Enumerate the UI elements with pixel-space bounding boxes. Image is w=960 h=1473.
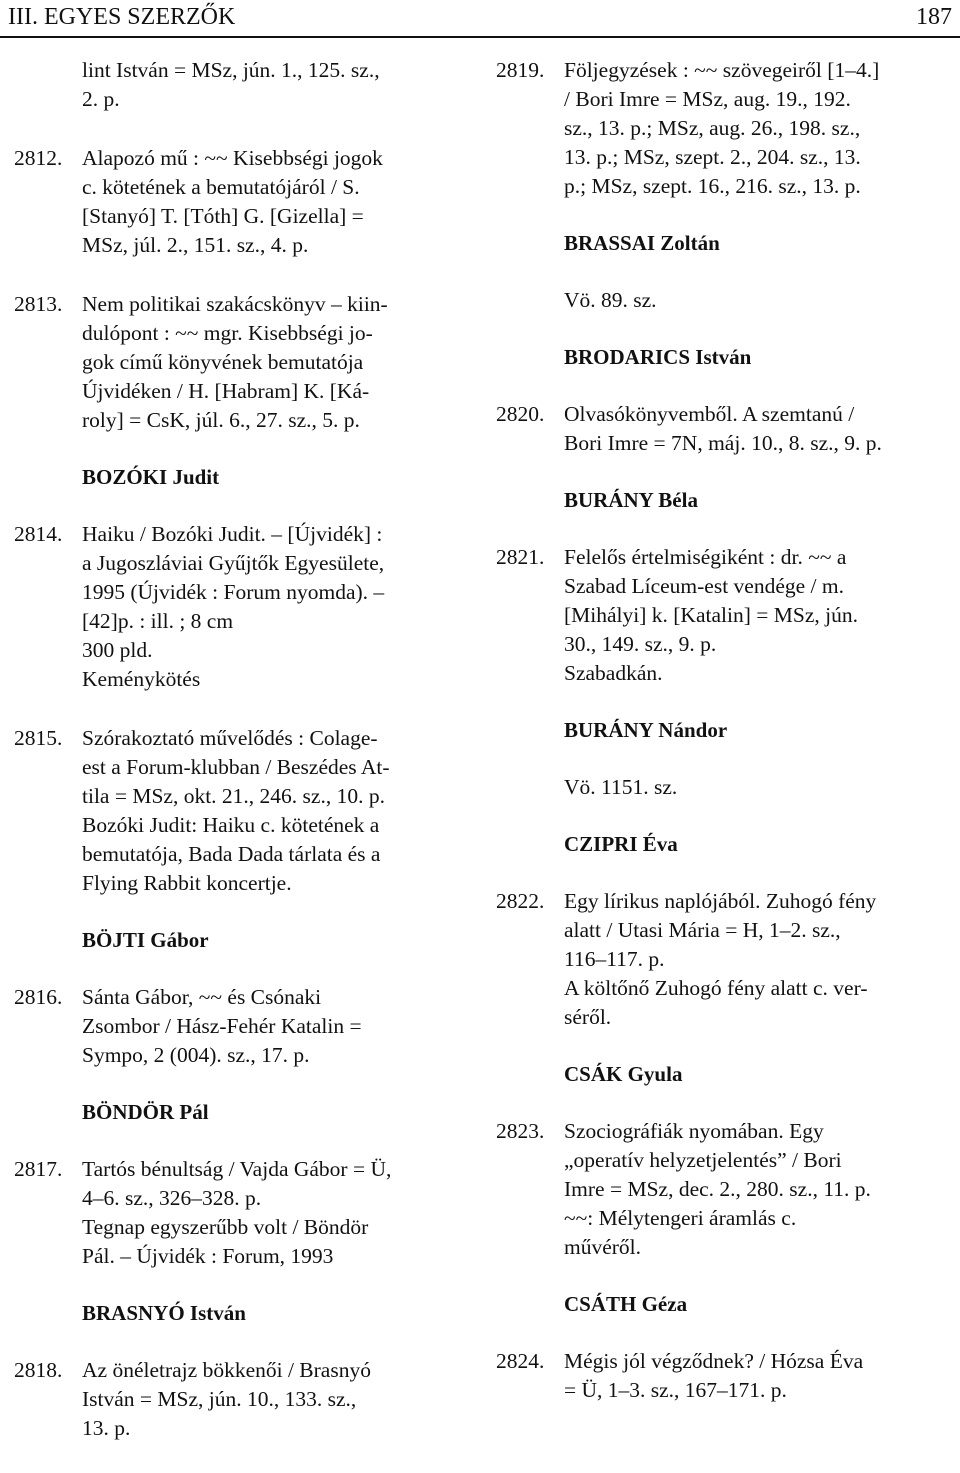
entry-line: „operatív helyzetjelentés” / Bori	[564, 1148, 842, 1172]
author-heading: BÖNDÖR Pál	[82, 1100, 209, 1124]
author-heading: CZIPRI Éva	[564, 832, 678, 856]
author-heading: CSÁTH Géza	[564, 1292, 688, 1316]
cross-reference: Vö. 89. sz.	[564, 288, 657, 312]
entry-line: a Jugoszláviai Gyűjtők Egyesülete,	[82, 551, 385, 575]
entry-2824	[496, 1347, 956, 1405]
author-heading: BOZÓKI Judit	[82, 465, 220, 489]
entry-line: Újvidéken / H. [Habram] K. [Ká-	[82, 379, 370, 403]
entry-line: Tartós bénultság / Vajda Gábor = Ü,	[82, 1157, 392, 1181]
entry-line: MSz, júl. 2., 151. sz., 4. p.	[82, 233, 309, 257]
header-rule	[0, 36, 960, 38]
entry-line: Mégis jól végződnek? / Hózsa Éva	[564, 1349, 864, 1373]
entry-line: Sympo, 2 (004). sz., 17. p.	[82, 1043, 310, 1067]
entry-line: 116–117. p.	[564, 947, 665, 971]
entry-line: tila = MSz, okt. 21., 246. sz., 10. p.	[82, 784, 385, 808]
entry-2811-continued	[14, 56, 464, 114]
entry-line: Nem politikai szakácskönyv – kiin-	[82, 292, 388, 316]
entry-line: 300 pld.	[82, 638, 153, 662]
entry-line: dulópont : ~~ mgr. Kisebbségi jo-	[82, 321, 373, 345]
entry-number: 2821.	[496, 545, 545, 569]
entry-line: Sánta Gábor, ~~ és Csónaki	[82, 985, 322, 1009]
entry-number: 2816.	[14, 985, 63, 1009]
entry-2821	[496, 543, 956, 688]
entry-line: 30., 149. sz., 9. p.	[564, 632, 717, 656]
entry-line: 2. p.	[82, 87, 120, 111]
cross-reference: Vö. 1151. sz.	[564, 775, 678, 799]
entry-note: Szabadkán.	[564, 661, 663, 685]
entry-line: c. kötetének a bemutatójáról / S.	[82, 175, 360, 199]
entry-number: 2818.	[14, 1358, 63, 1382]
entry-line: est a Forum-klubban / Beszédes At-	[82, 755, 390, 779]
entry-number: 2812.	[14, 146, 63, 170]
entry-line: 13. p.	[82, 1416, 131, 1440]
entry-line: Zsombor / Hász-Fehér Katalin =	[82, 1014, 362, 1038]
entry-line: István = MSz, jún. 10., 133. sz.,	[82, 1387, 357, 1411]
entry-line: [Stanyó] T. [Tóth] G. [Gizella] =	[82, 204, 364, 228]
author-heading: BÖJTI Gábor	[82, 928, 209, 952]
entry-number: 2813.	[14, 292, 63, 316]
entry-line: [42]p. : ill. ; 8 cm	[82, 609, 234, 633]
entry-line: Haiku / Bozóki Judit. – [Újvidék] :	[82, 522, 383, 546]
entry-line: alatt / Utasi Mária = H, 1–2. sz.,	[564, 918, 841, 942]
entry-number: 2819.	[496, 58, 545, 82]
entry-line: Szabad Líceum-est vendége / m.	[564, 574, 844, 598]
entry-2816	[14, 983, 464, 1070]
entry-2822	[496, 887, 956, 1032]
entry-line: / Bori Imre = MSz, aug. 19., 192.	[564, 87, 851, 111]
entry-note: Bozóki Judit: Haiku c. kötetének a	[82, 813, 380, 837]
entry-2815	[14, 724, 464, 898]
entry-line: Imre = MSz, dec. 2., 280. sz., 11. p.	[564, 1177, 871, 1201]
entry-note: Keménykötés	[82, 667, 201, 691]
entry-number: 2824.	[496, 1349, 545, 1373]
entry-line: lint István = MSz, jún. 1., 125. sz.,	[82, 58, 380, 82]
entry-note: Flying Rabbit koncertje.	[82, 871, 292, 895]
entry-line: p.; MSz, szept. 16., 216. sz., 13. p.	[564, 174, 861, 198]
running-header	[0, 0, 960, 40]
author-heading: BRODARICS István	[564, 345, 752, 369]
entry-2812	[14, 144, 464, 260]
entry-number: 2814.	[14, 522, 63, 546]
page-number: 187	[916, 4, 952, 30]
entry-line: roly] = CsK, júl. 6., 27. sz., 5. p.	[82, 408, 360, 432]
entry-note: A költőnő Zuhogó fény alatt c. ver-	[564, 976, 868, 1000]
running-title: III. EGYES SZERZŐK	[8, 4, 236, 30]
entry-note: művéről.	[564, 1235, 642, 1259]
entry-line: [Mihályi] k. [Katalin] = MSz, jún.	[564, 603, 858, 627]
entry-2814	[14, 520, 464, 694]
entry-line: Bori Imre = 7N, máj. 10., 8. sz., 9. p.	[564, 431, 882, 455]
entry-note: ~~: Mélytengeri áramlás c.	[564, 1206, 797, 1230]
entry-number: 2815.	[14, 726, 63, 750]
author-heading: BRASSAI Zoltán	[564, 231, 720, 255]
entry-note: bemutatója, Bada Dada tárlata és a	[82, 842, 381, 866]
entry-line: Az önéletrajz bökkenői / Brasnyó	[82, 1358, 371, 1382]
entry-note: séről.	[564, 1005, 612, 1029]
author-heading: BURÁNY Nándor	[564, 718, 728, 742]
entry-2819	[496, 56, 956, 201]
entry-line: = Ü, 1–3. sz., 167–171. p.	[564, 1378, 787, 1402]
author-heading: BURÁNY Béla	[564, 488, 698, 512]
entry-line: Alapozó mű : ~~ Kisebbségi jogok	[82, 146, 383, 170]
left-column	[14, 56, 464, 1473]
entry-number: 2823.	[496, 1119, 545, 1143]
entry-note: Pál. – Újvidék : Forum, 1993	[82, 1244, 334, 1268]
entry-line: gok című könyvének bemutatója	[82, 350, 364, 374]
entry-2818	[14, 1356, 464, 1443]
entry-2823	[496, 1117, 956, 1262]
entry-line: Szórakoztató művelődés : Colage-	[82, 726, 378, 750]
entry-2817	[14, 1155, 464, 1271]
entry-line: Följegyzések : ~~ szövegeiről [1–4.]	[564, 58, 880, 82]
entry-number: 2820.	[496, 402, 545, 426]
entry-line: Felelős értelmiségiként : dr. ~~ a	[564, 545, 847, 569]
entry-number: 2817.	[14, 1157, 63, 1181]
right-column	[496, 56, 956, 1435]
entry-line: Szociográfiák nyomában. Egy	[564, 1119, 824, 1143]
entry-number: 2822.	[496, 889, 545, 913]
entry-line: Egy lírikus naplójából. Zuhogó fény	[564, 889, 877, 913]
entry-line: 13. p.; MSz, szept. 2., 204. sz., 13.	[564, 145, 861, 169]
entry-line: 1995 (Újvidék : Forum nyomda). –	[82, 580, 385, 604]
entry-line: 4–6. sz., 326–328. p.	[82, 1186, 262, 1210]
entry-line: Olvasókönyvemből. A szemtanú /	[564, 402, 855, 426]
author-heading: CSÁK Gyula	[564, 1062, 683, 1086]
entry-note: Tegnap egyszerűbb volt / Böndör	[82, 1215, 369, 1239]
entry-2813	[14, 290, 464, 435]
entry-2820	[496, 400, 956, 458]
author-heading: BRASNYÓ István	[82, 1301, 246, 1325]
entry-line: sz., 13. p.; MSz, aug. 26., 198. sz.,	[564, 116, 861, 140]
